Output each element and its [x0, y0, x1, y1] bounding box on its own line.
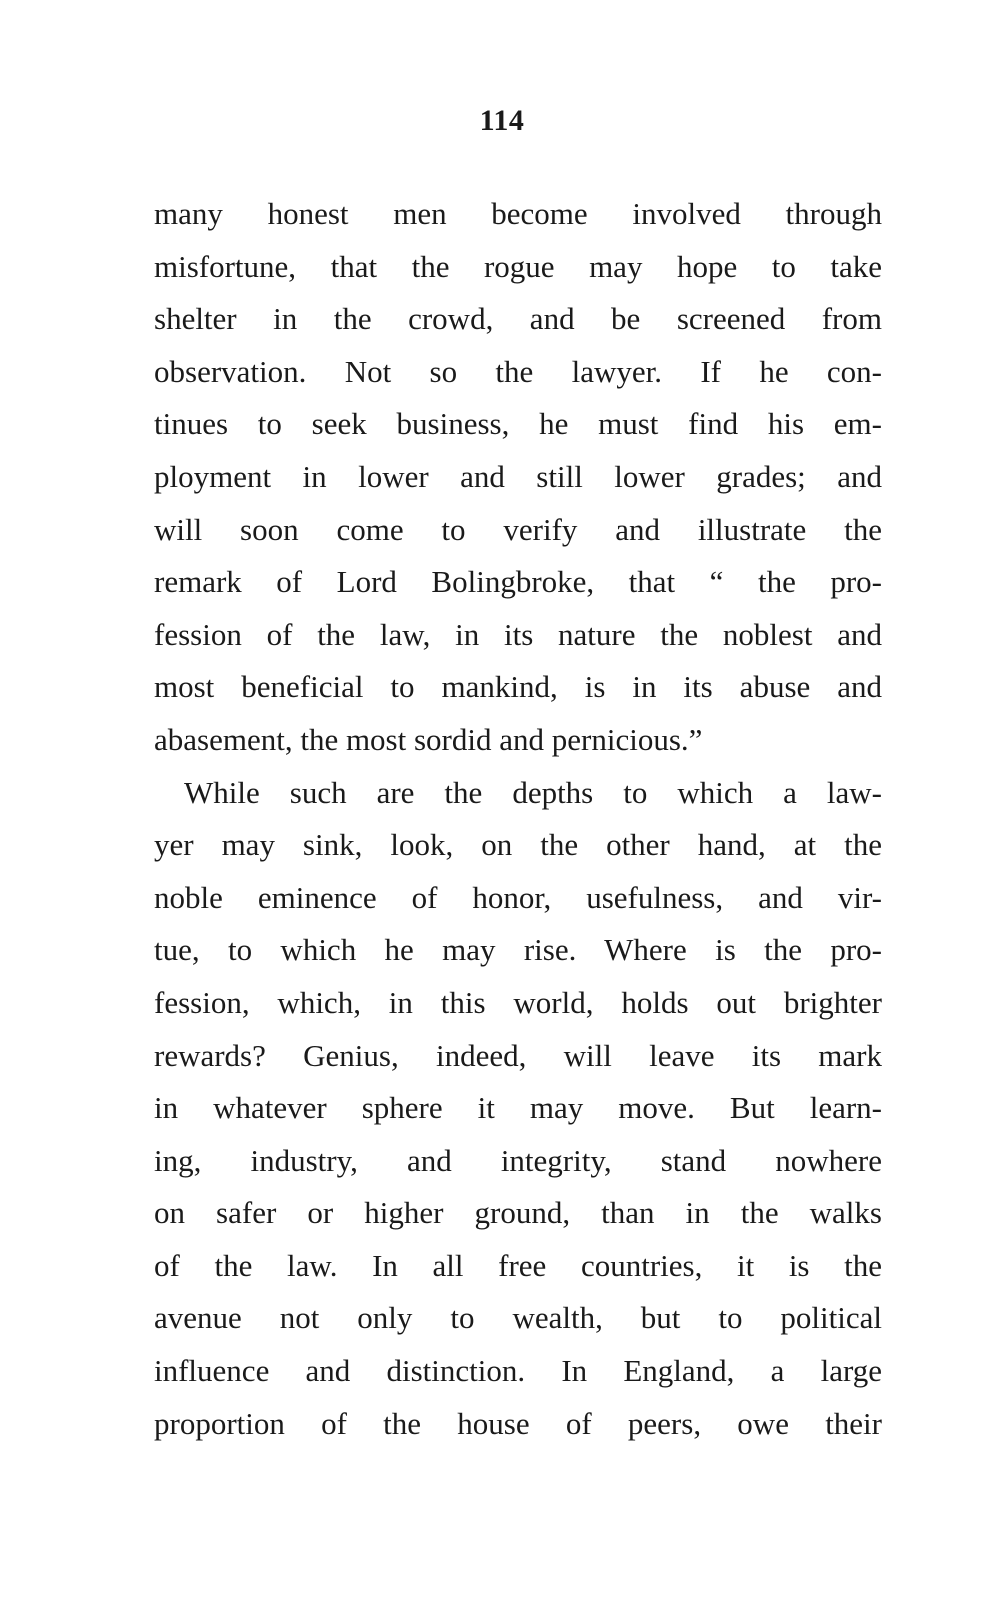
- text-line: rewards? Genius, indeed, will leave its mark: [154, 1037, 882, 1073]
- text-line: While such are the depths to which a law-: [184, 774, 882, 810]
- text-line: many honest men become involved through: [154, 196, 882, 231]
- text-line: will soon come to verify and illustrate the: [154, 511, 882, 547]
- text-line: observation. Not so the lawyer. If he con-: [154, 353, 882, 389]
- page-number: 114: [479, 104, 525, 137]
- text-line: misfortune, that the rogue may hope to take: [154, 248, 882, 284]
- text-line: ing, industry, and integrity, stand nowhere: [154, 1142, 882, 1178]
- text-line: of the law. In all free countries, it is the: [154, 1247, 882, 1283]
- text-line: in whatever sphere it may move. But learn-: [154, 1090, 882, 1126]
- text-line: avenue not only to wealth, but to political: [154, 1300, 882, 1336]
- text-line: ployment in lower and still lower grades; and: [154, 458, 882, 494]
- text-line: most beneficial to mankind, is in its abuse and: [154, 669, 882, 705]
- paragraph-2: [154, 767, 882, 1451]
- text-line: influence and distinction. In England, a large: [154, 1353, 882, 1389]
- text-line: noble eminence of honor, usefulness, and vir-: [154, 879, 882, 915]
- text-line: on safer or higher ground, than in the walks: [154, 1195, 882, 1231]
- text-line: tinues to seek business, he must find his em-: [154, 406, 882, 442]
- body-text: [154, 188, 882, 1450]
- paragraph-1: [154, 188, 882, 767]
- text-line: shelter in the crowd, and be screened from: [154, 301, 882, 337]
- text-line: fession, which, in this world, holds out brighter: [154, 984, 882, 1020]
- text-line: remark of Lord Bolingbroke, that “ the pro-: [154, 564, 882, 600]
- text-line: tue, to which he may rise. Where is the pro-: [154, 932, 882, 968]
- text-line: fession of the law, in its nature the noblest and: [154, 616, 882, 652]
- text-line: abasement, the most sordid and pernicious.”: [154, 721, 703, 757]
- text-line: proportion of the house of peers, owe their: [154, 1405, 882, 1441]
- text-line: yer may sink, look, on the other hand, at the: [154, 827, 882, 863]
